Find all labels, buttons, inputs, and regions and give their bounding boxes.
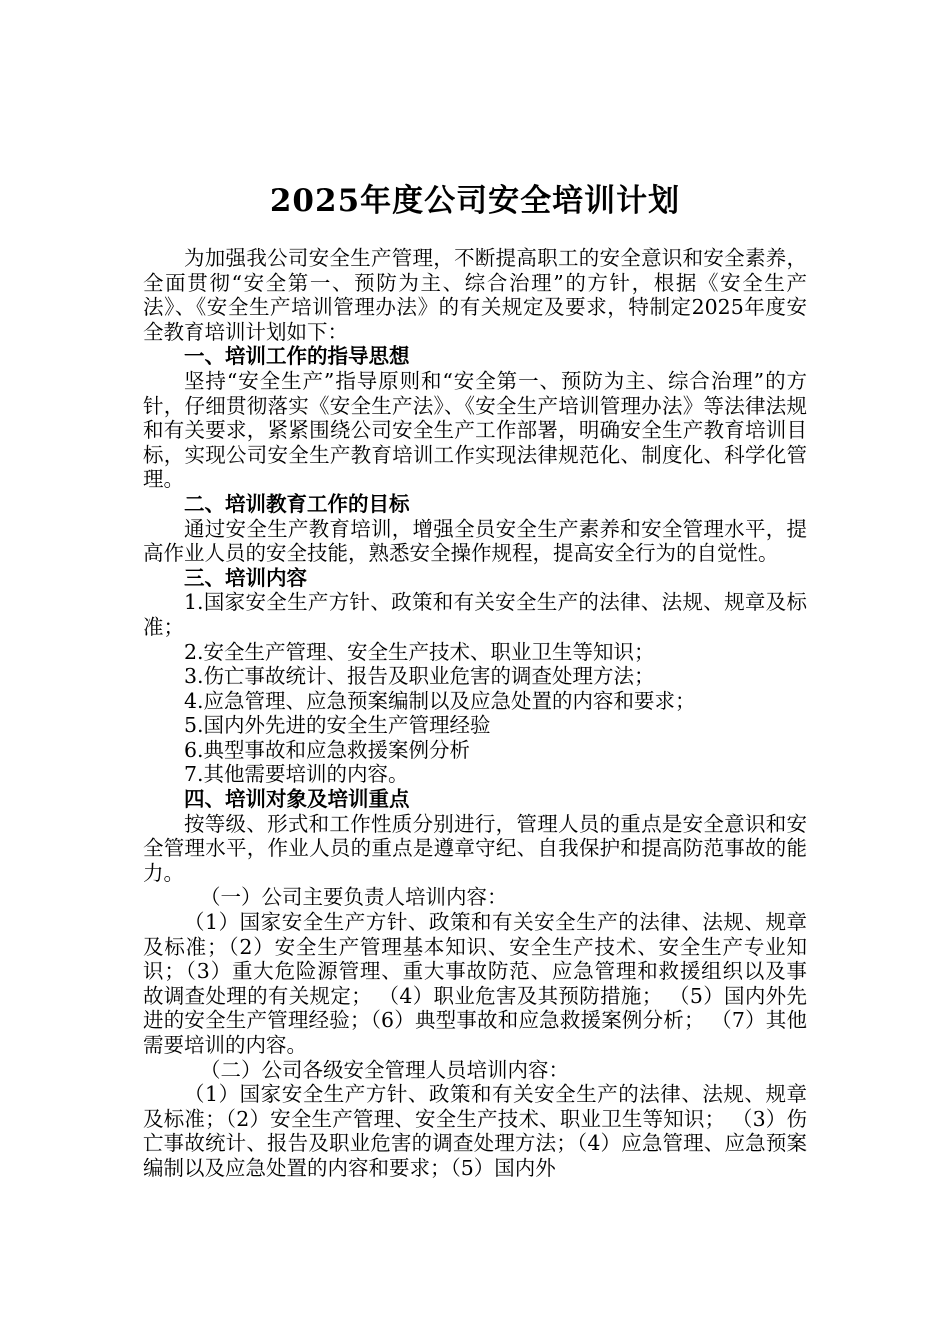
section-paragraph-training-goals: 通过安全生产教育培训，增强全员安全生产素养和安全管理水平，提高作业人员的安全技能，熟悉安全操作规程，提高安全行为的自觉性。 xyxy=(143,516,807,566)
list-item: 4.应急管理、应急预案编制以及应急处置的内容和要求； xyxy=(184,688,696,713)
document-title: 2025年度公司安全培训计划 xyxy=(269,183,681,219)
list-item: 1.国家安全生产方针、政策和有关安全生产的法律、法规、规章及标准； xyxy=(143,590,807,639)
section-heading-guiding-thought: 一、培训工作的指导思想 xyxy=(184,344,410,369)
list-item: 5.国内外先进的安全生产管理经验 xyxy=(184,713,491,738)
intro-paragraph: 为加强我公司安全生产管理，不断提高职工的安全意识和安全素养，全面贯彻“安全第一、预防为主、综合治理”的方针，根据《安全生产法》、《安全生产培训管理办法》的有关规定及要求，特制定2025年度安全教育培训计划如下： xyxy=(143,246,807,344)
subsection-paragraph-safety-managers: （1）国家安全生产方针、政策和有关安全生产的法律、法规、规章 及标准；（2）安全生产管理、安全生产技术、职业卫生等知识； （3）伤亡事故统计、报告及职业危害的调查处理方法；（4）应急管理、应急预案编制以及应急处置的内容和要求；（5）国内外 xyxy=(143,1082,807,1180)
document-page xyxy=(143,0,807,1181)
list-item: 2.安全生产管理、安全生产技术、职业卫生等知识； xyxy=(184,639,655,664)
section-paragraph-guiding-thought: 坚持“安全生产”指导原则和“安全第一、预防为主、综合治理”的方针，仔细贯彻落实《安全生产法》、《安全生产培训管理办法》等法律法规和有关要求，紧紧围绕公司安全生产工作部署，明确安全生产教育培训目标，实现公司安全生产教育培训工作实现法律规范化、制度化、科学化管理。 xyxy=(143,368,807,492)
section-heading-training-goals: 二、培训教育工作的目标 xyxy=(184,491,410,516)
subsection-title-safety-managers: （二）公司各级安全管理人员培训内容： xyxy=(200,1057,569,1082)
list-item: 7.其他需要培训的内容。 xyxy=(184,762,409,787)
section-heading-training-targets: 四、培训对象及培训重点 xyxy=(184,787,410,812)
document-body xyxy=(143,246,807,1181)
subsection-title-principal: （一）公司主要负责人培训内容： xyxy=(200,885,508,910)
subsection-paragraph-principal: （1）国家安全生产方针、政策和有关安全生产的法律、法规、规章及标准；（2）安全生产管理基本知识、安全生产技术、安全生产专业知识；（3）重大危险源管理、重大事故防范、应急管理和救援组织以及事 故调查处理的有关规定； （4）职业危害及其预防措施； （5）国内外先进的安全生产管理经验；（6）典型事故和应急救援案例分析； （7）其他需要培训的内容。 xyxy=(143,910,807,1057)
section-heading-training-content: 三、培训内容 xyxy=(184,565,307,590)
list-item: 3.伤亡事故统计、报告及职业危害的调查处理方法； xyxy=(184,664,655,689)
list-item: 6.典型事故和应急救援案例分析 xyxy=(184,737,471,762)
section-paragraph-training-targets: 按等级、形式和工作性质分别进行，管理人员的重点是安全意识和安全管理水平，作业人员的重点是遵章守纪、自我保护和提高防范事故的能力。 xyxy=(143,811,807,885)
